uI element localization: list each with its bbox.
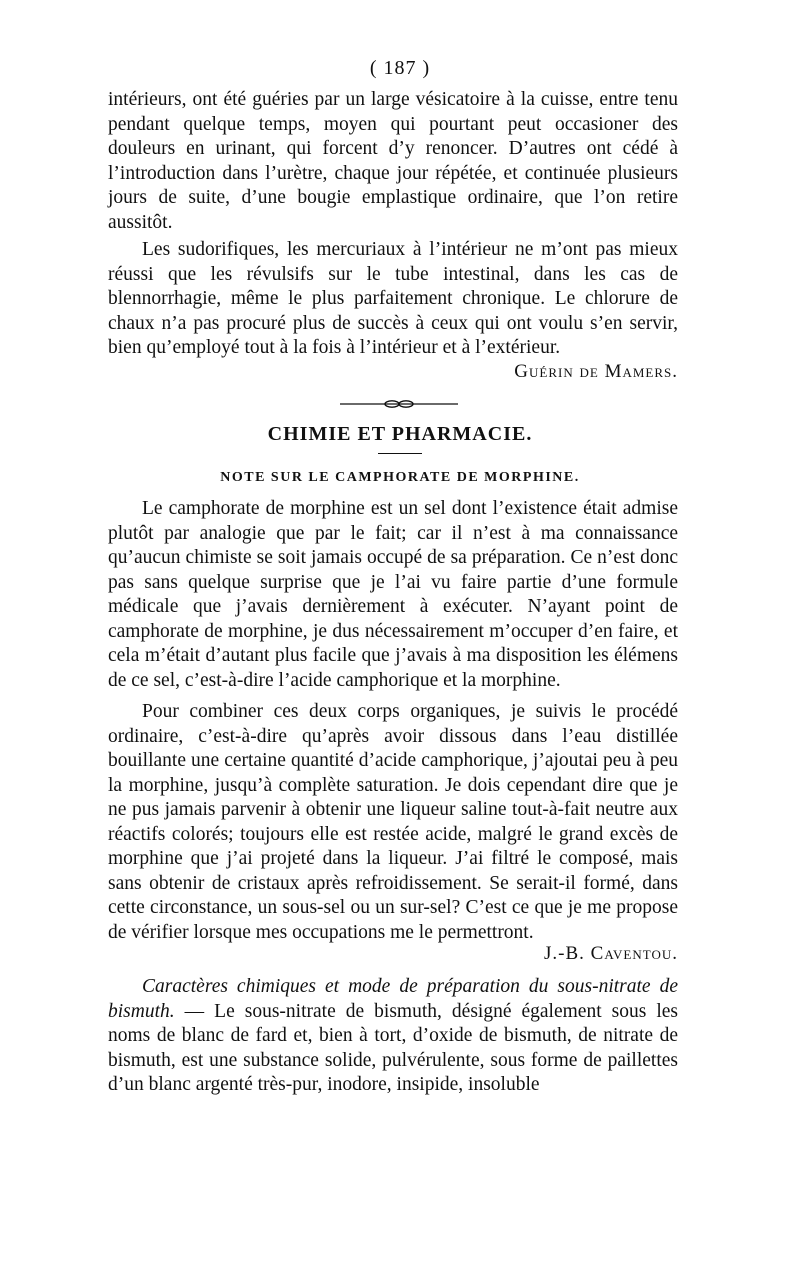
paragraph-3: Le camphorate de morphine est un sel dont l’existence était admise plutôt par analogie que par le fait; car il n’est à ma connaissance qu’aucun chimiste se soit jamais occupé de sa préparation. Ce n’est donc pas sans quelque surprise que je l’ai vu faire partie d’une formule médicale que j’avais dernièrement à exécuter. N’ayant point de camphorate de morphine, je dus nécessairement m’occuper d’en faire, et cela m’était d’autant plus facile que j’avais à ma disposition les élémens de ce sel, c’est-à-dire l’acide camphorique et la morphine. <box>108 498 678 691</box>
paragraph-5 <box>108 975 678 1098</box>
signature-guerin: Guérin de Mamers. <box>514 361 678 382</box>
ornament-divider <box>340 400 458 408</box>
section-heading: CHIMIE ET PHARMACIE. <box>267 423 533 445</box>
paragraph-5-text: — Le sous-nitrate de bismuth, désigné également sous les noms de blanc de fard et, bien à tort, d’oxide de bismuth, de nitrate de bismuth, est une substance solide, pulvérulente, sous forme de paillettes d’un blanc argenté très-pur, inodore, insipide, insoluble <box>108 1000 678 1095</box>
paragraph-2: Les sudorifiques, les mercuriaux à l’intérieur ne m’ont pas mieux réussi que les révulsifs sur le tube intestinal, dans les cas de blennorrhagie, même le plus parfaitement chronique. Le chlorure de chaux n’a pas procuré plus de succès à ceux qui ont voulu s’en servir, bien qu’employé tout à la fois à l’intérieur et à l’extérieur. <box>108 239 678 358</box>
paragraph-1: intérieurs, ont été guéries par un large vésicatoire à la cuisse, entre tenu pendant quelque temps, moyen qui pourtant peut occasioner des douleurs en urinant, qui forcent d’y renoncer. D’autres ont cédé à l’introduction dans l’urètre, chaque jour répétée, et continuée plusieurs jours de suite, d’une bougie emplastique ordinaire, que l’on retire aussitôt. <box>108 89 678 233</box>
paragraph-4: Pour combiner ces deux corps organiques, je suivis le procédé ordinaire, c’est-à-dire qu’après avoir dissous dans l’eau distillée bouillante une certaine quantité d’acide camphorique, j’ajoutai peu à peu la morphine, jusqu’à complète saturation. Je dois cependant dire que je ne pus jamais parvenir à obtenir une liqueur saline tout-à-fait neutre aux réactifs colorés; toujours elle est restée acide, malgré le grand excès de morphine que j’ai projeté dans la liqueur. J’ai filtré le composé, mais sans obtenir de cristaux après refroidissement. Se serait-il formé, dans cette circonstance, un sous-sel ou un sur-sel? C’est ce que je me propose de vérifier lorsque mes occupations me le permettront. <box>108 701 678 943</box>
paragraph-5-title: Caractères chimiques et mode de préparation du sous-nitrate de bismuth. <box>108 976 678 1022</box>
heading-rule <box>378 453 422 454</box>
note-title: NOTE SUR LE CAMPHORATE DE MORPHINE. <box>220 470 580 485</box>
signature-caventou: J.-B. Caventou. <box>544 943 678 964</box>
page-number: ( 187 ) <box>369 57 431 79</box>
